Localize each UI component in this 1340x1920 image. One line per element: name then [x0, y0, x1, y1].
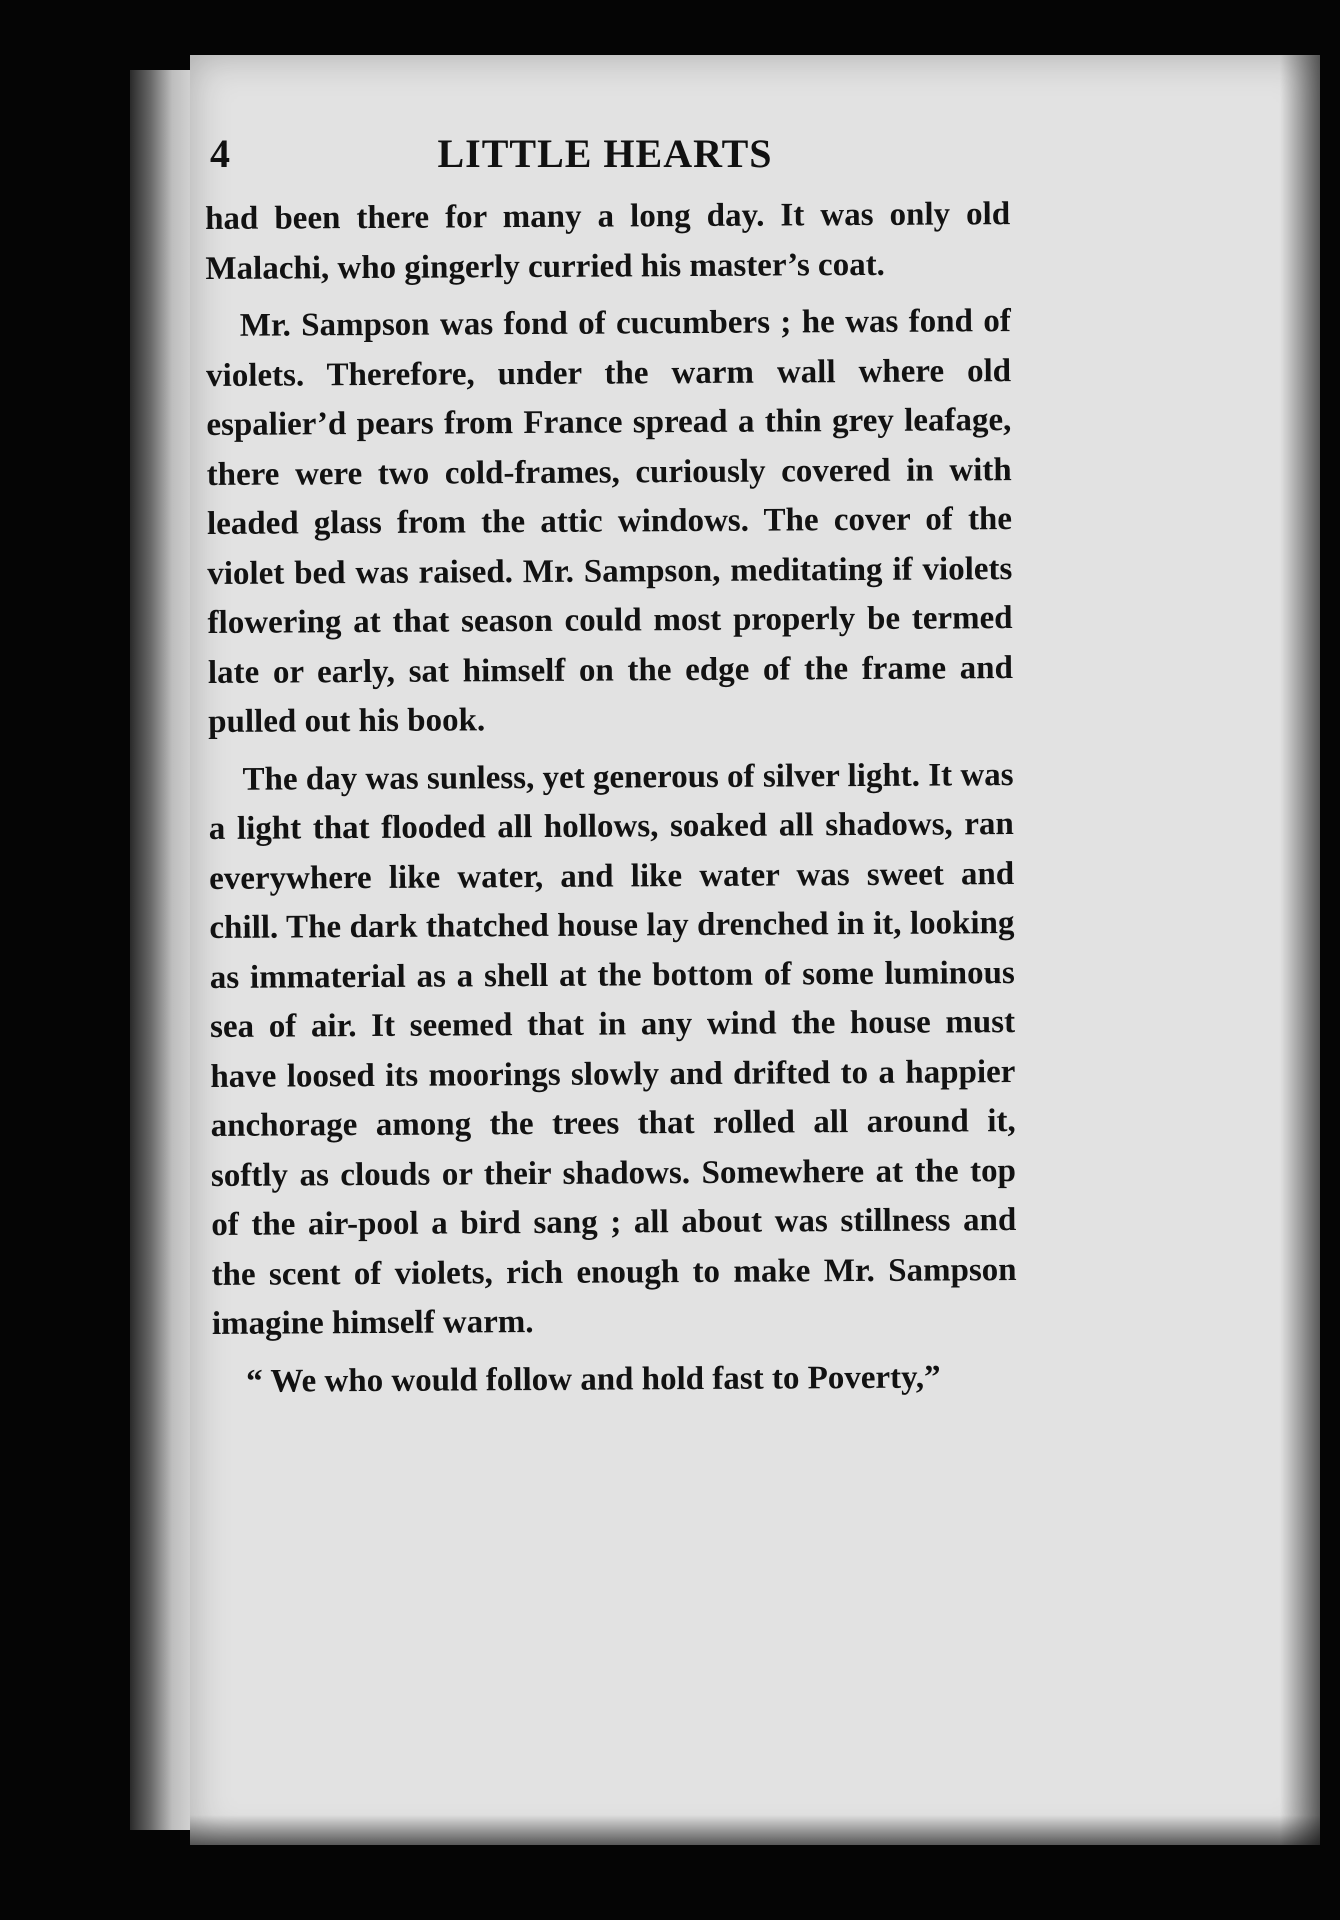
page-gutter-shadow: [1280, 55, 1320, 1845]
page-bottom-shadow: [190, 1815, 1320, 1845]
paragraph-3: The day was sunless, yet generous of silver light. It was a light that flooded all hollows, soaked all shadows, ran everywhere like water, and like water was sweet and chill. The dark thatched house lay drenched in it, looking as immaterial as a shell at the bottom of some luminous sea of air. It seemed that in any wind the house must have loosed its moorings slowly and drifted to a happier anchorage among the trees that rolled all around it, softly as clouds or their shadows. Somewhere at the top of the air-pool a bird sang ; all about was stillness and the scent of violets, rich enough to make Mr. Sampson imagine himself warm.: [208, 756, 1017, 1342]
page-header: [210, 130, 1000, 190]
body-text: [205, 190, 1017, 1415]
running-title: LITTLE HEARTS: [437, 131, 773, 176]
paragraph-2: Mr. Sampson was fond of cucumbers ; he was fond of violets. Therefore, under the warm wall where old espalier’d pears from France spread a thin grey leafage, there were two cold-frames, curiously covered in with leaded glass from the attic windows. The cover of the violet bed was raised. Mr. Sampson, meditating if violets flowering at that season could most properly be termed late or early, sat himself on the edge of the frame and pulled out his book.: [205, 303, 1014, 740]
paragraph-4: “ We who would follow and hold fast to Poverty,”: [246, 1359, 941, 1400]
paragraph-1: had been there for many a long day. It was only old Malachi, who gingerly curried his master’s coat.: [205, 196, 1011, 287]
page-number: 4: [210, 131, 230, 176]
